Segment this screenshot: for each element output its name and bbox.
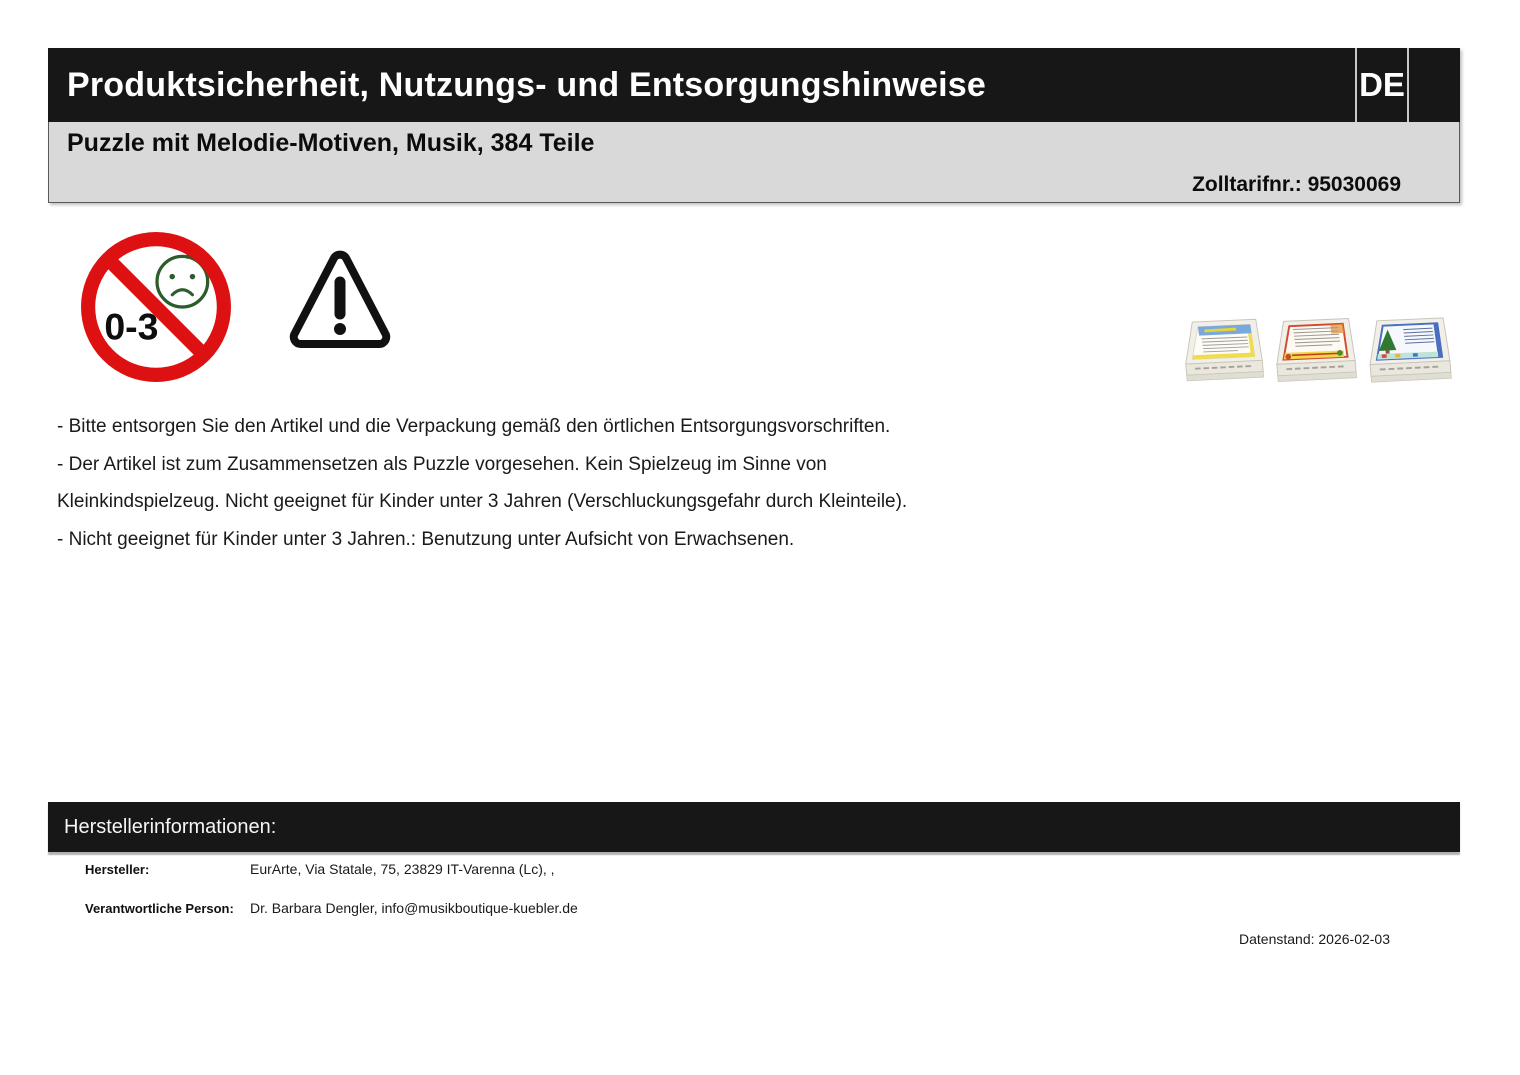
product-photo-3 <box>1366 314 1454 388</box>
manufacturer-section-bar <box>48 802 1460 852</box>
document-header <box>48 48 1460 203</box>
product-photo-1 <box>1182 314 1266 388</box>
instruction-line: - Der Artikel ist zum Zusammensetzen als Puzzle vorgesehen. Kein Spielzeug im Sinne von <box>57 453 827 475</box>
instruction-line: - Nicht geeignet für Kinder unter 3 Jahren.: Benutzung unter Aufsicht von Erwachsenen. <box>57 528 795 550</box>
manufacturer-value: EurArte, Via Statale, 75, 23829 IT-Varenna (Lc), , <box>250 861 555 877</box>
svg-text:0-3: 0-3 <box>104 305 159 348</box>
manufacturer-row <box>85 861 555 877</box>
tariff-number: Zolltarifnr.: 95030069 <box>1192 173 1401 196</box>
instruction-line: - Bitte entsorgen Sie den Artikel und die Verpackung gemäß den örtlichen Entsorgungsvorschriften. <box>57 416 891 437</box>
responsible-person-label: Verantwortliche Person: <box>85 901 234 916</box>
product-subheader <box>48 122 1460 203</box>
product-title: Puzzle mit Melodie-Motiven, Musik, 384 Teile <box>67 129 595 157</box>
warning-triangle-icon <box>287 248 393 355</box>
product-photos <box>1182 314 1454 388</box>
language-badge-label: DE <box>1359 66 1405 103</box>
language-badge <box>1355 48 1409 122</box>
title-bar <box>48 48 1460 122</box>
instruction-line: Kleinkindspielzeug. Nicht geeignet für Kinder unter 3 Jahren (Verschluckungsgefahr durch Kleinteile). <box>57 491 908 512</box>
manufacturer-section-title: Herstellerinformationen: <box>64 815 277 838</box>
responsible-person-value: Dr. Barbara Dengler, info@musikboutique-kuebler.de <box>250 900 578 916</box>
page-title: Produktsicherheit, Nutzungs- und Entsorgungshinweise <box>67 65 987 104</box>
manufacturer-label: Hersteller: <box>85 862 150 877</box>
disposal-instructions <box>57 408 1067 558</box>
no-children-0-3-icon <box>80 231 232 388</box>
data-status: Datenstand: 2026-02-03 <box>1239 931 1390 947</box>
responsible-person-row <box>85 900 578 916</box>
product-photo-2 <box>1273 314 1359 388</box>
